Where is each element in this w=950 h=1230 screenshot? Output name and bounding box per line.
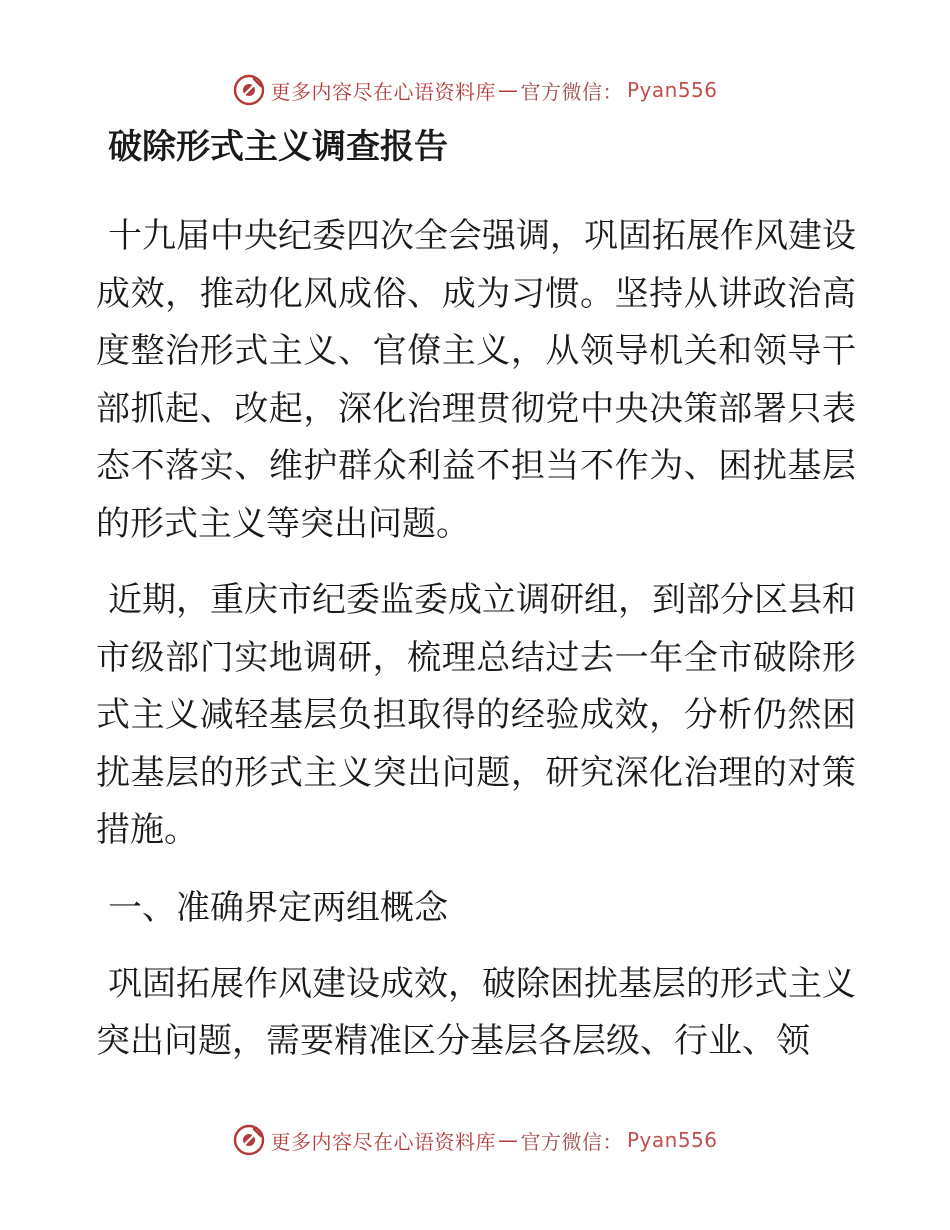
- paragraph-1: [96, 208, 856, 553]
- paragraph-2: [96, 572, 856, 860]
- logo-icon: [232, 1123, 266, 1157]
- watermark-separator: —: [497, 1128, 519, 1152]
- spacer: [96, 553, 856, 572]
- spacer: [96, 176, 856, 208]
- paragraph-3-text: 巩固拓展作风建设成效，破除困扰基层的形式主义突出问题，需要精准区分基层各层级、行业、领: [96, 963, 856, 1061]
- watermark-wechat-label: 官方微信：: [520, 1129, 623, 1154]
- watermark-banner-bottom: [0, 1120, 950, 1160]
- logo-icon: [232, 73, 266, 107]
- section-heading: 一、准确界定两组概念: [108, 887, 448, 928]
- watermark-wechat-handle: Pyan556: [626, 1128, 718, 1152]
- spacer: [96, 860, 856, 879]
- document-body: [96, 118, 856, 1071]
- watermark-wechat-label: 官方微信：: [520, 79, 623, 104]
- document-title: 破除形式主义调查报告: [108, 127, 448, 167]
- watermark-banner-top: [0, 70, 950, 110]
- watermark-text: 更多内容尽在心语资料库: [270, 1129, 496, 1154]
- paragraph-3: [96, 956, 856, 1071]
- watermark-wechat-handle: Pyan556: [626, 78, 718, 102]
- spacer: [96, 937, 856, 956]
- paragraph-1-text: 十九届中央纪委四次全会强调，巩固拓展作风建设成效，推动化风成俗、成为习惯。坚持从讲政治高度整治形式主义、官僚主义，从领导机关和领导干部抓起、改起，深化治理贯彻党中央决策部署只表态不落实、维护群众利益不担当不作为、困扰基层的形式主义等突出问题。: [96, 216, 856, 544]
- watermark-separator: —: [497, 78, 519, 102]
- paragraph-2-text: 近期，重庆市纪委监委成立调研组，到部分区县和市级部门实地调研，梳理总结过去一年全市破除形式主义减轻基层负担取得的经验成效，分析仍然困扰基层的形式主义突出问题，研究深化治理的对策措施。: [96, 580, 856, 850]
- watermark-text: 更多内容尽在心语资料库: [270, 79, 496, 104]
